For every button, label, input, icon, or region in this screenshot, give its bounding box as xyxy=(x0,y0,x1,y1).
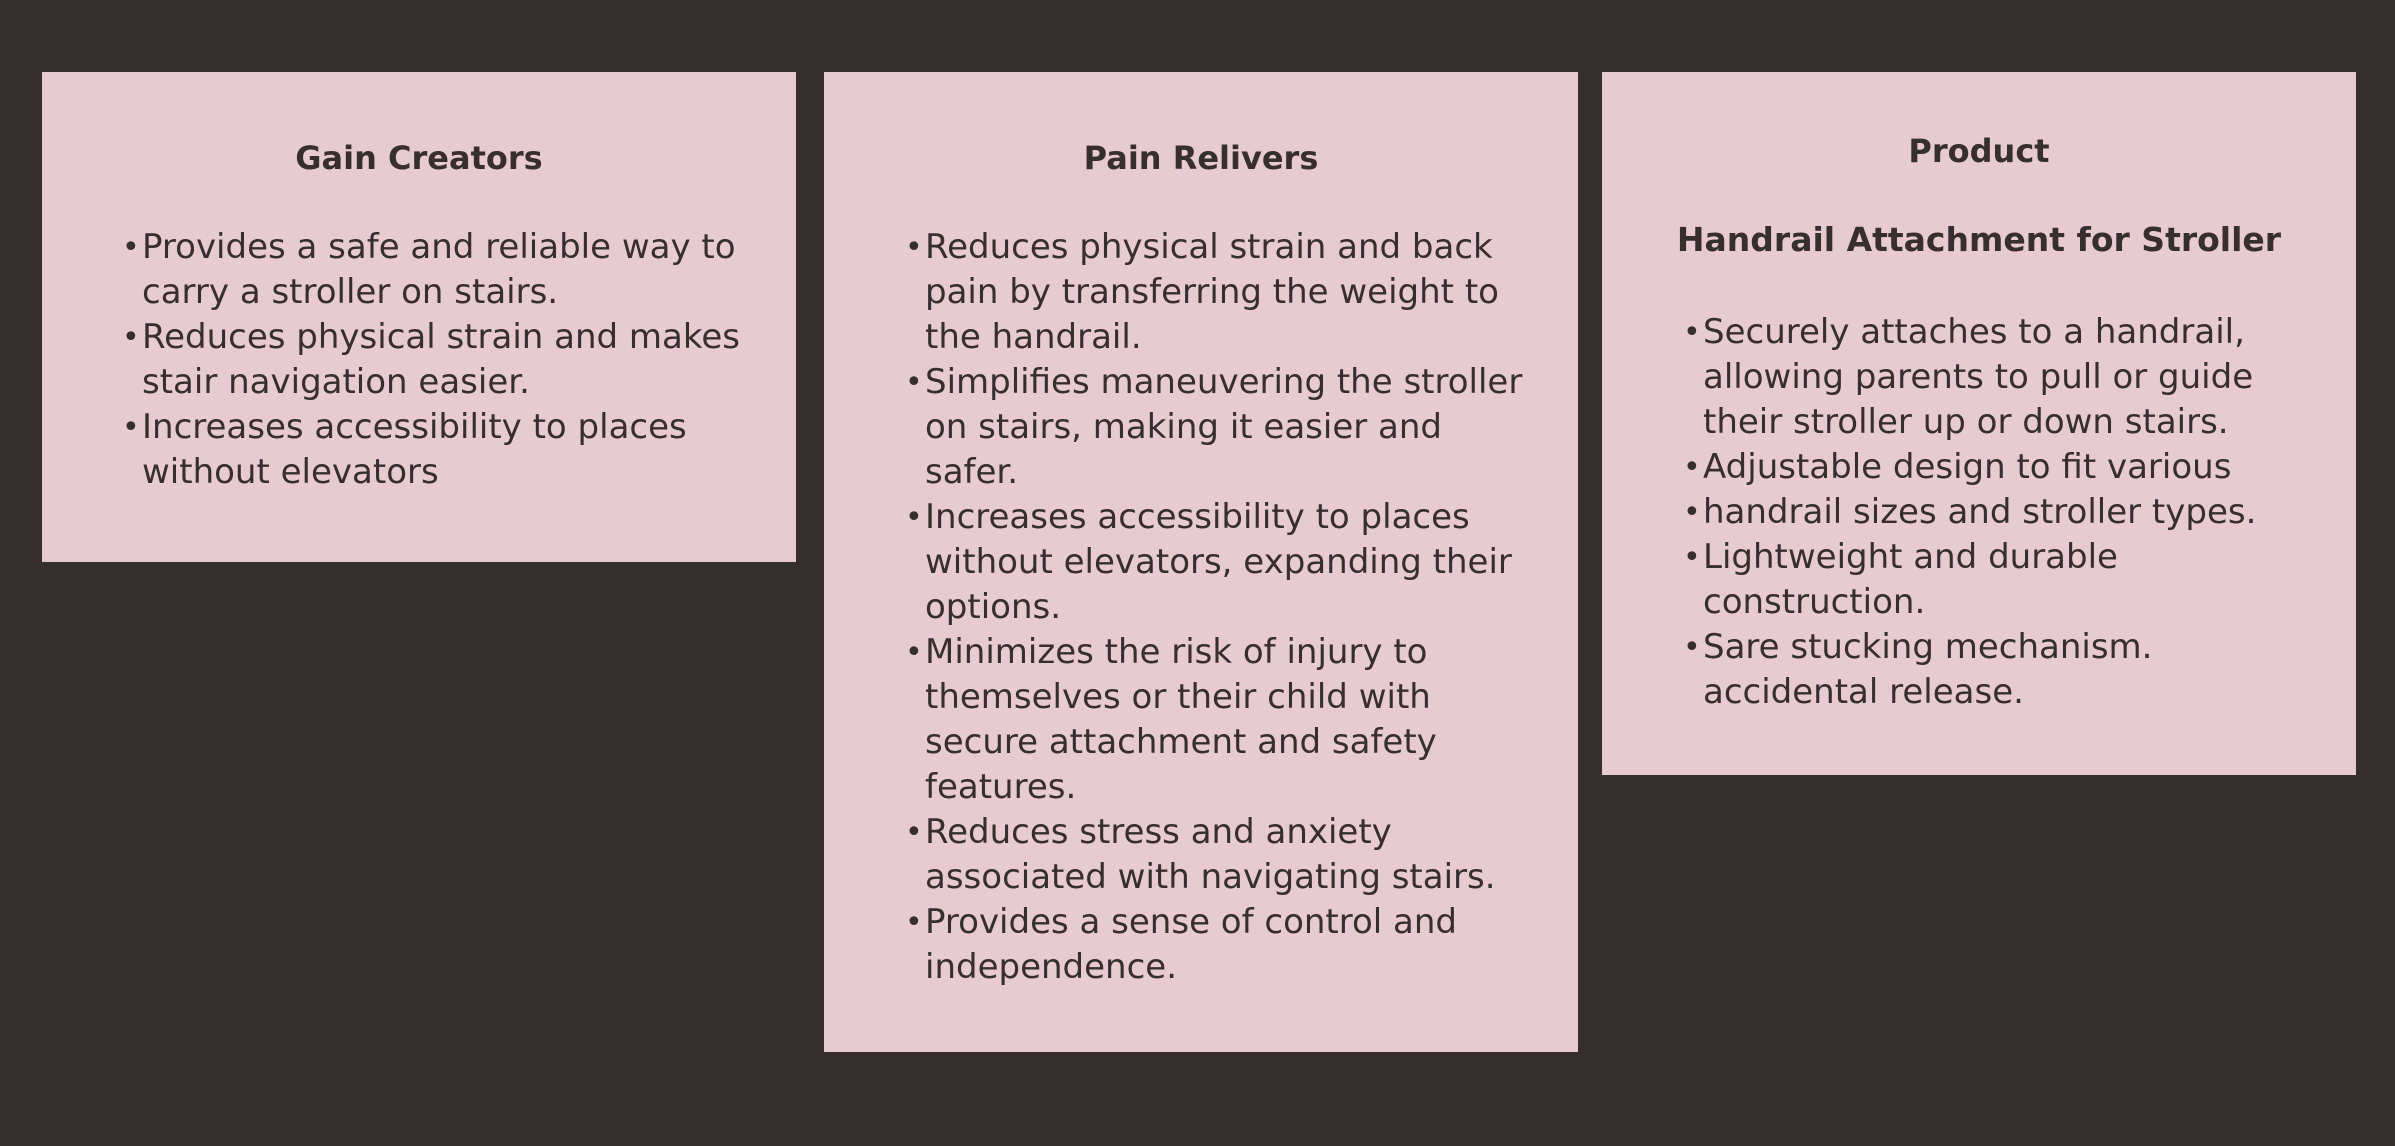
pain-relievers-card xyxy=(824,72,1578,1052)
list-item-text: Reduces physical strain and makes stair navigation easier. xyxy=(142,317,740,402)
list-item-text: Reduces physical strain and back pain by transferring the weight to the handrail. xyxy=(925,227,1499,357)
list-item-text: Adjustable design to fit various xyxy=(1703,447,2232,487)
gain-creators-title: Gain Creators xyxy=(295,139,543,177)
list-item xyxy=(905,225,1535,360)
list-item xyxy=(1683,310,2313,445)
bullet-icon: • xyxy=(1683,315,1701,350)
bullet-icon: • xyxy=(122,410,140,445)
list-item xyxy=(905,495,1535,630)
list-item-text: Simplifies maneuvering the stroller on stairs, making it easier and safer. xyxy=(925,362,1523,492)
list-item-text: Provides a safe and reliable way to carry a stroller on stairs. xyxy=(142,227,736,312)
list-item-text: Increases accessibility to places without elevators xyxy=(142,407,687,492)
list-item-text: handrail sizes and stroller types. xyxy=(1703,492,2257,532)
bullet-icon: • xyxy=(905,815,923,850)
product-list xyxy=(1683,310,2313,715)
list-item xyxy=(905,630,1535,810)
list-item-text: Minimizes the risk of injury to themselves or their child with secure attachment and safety features. xyxy=(925,632,1437,807)
product-card xyxy=(1602,72,2356,775)
list-item xyxy=(1683,535,2313,625)
bullet-icon: • xyxy=(905,905,923,940)
list-item-text: Lightweight and durable construction. xyxy=(1703,537,2118,622)
list-item xyxy=(122,225,742,315)
bullet-icon: • xyxy=(1683,540,1701,575)
list-item xyxy=(1683,490,2313,535)
list-item xyxy=(905,810,1535,900)
bullet-icon: • xyxy=(905,230,923,265)
product-title: Product xyxy=(1908,132,2050,170)
bullet-icon: • xyxy=(1683,630,1701,665)
list-item xyxy=(122,405,742,495)
list-item xyxy=(1683,625,2313,715)
bullet-icon: • xyxy=(905,500,923,535)
bullet-icon: • xyxy=(1683,495,1701,530)
bullet-icon: • xyxy=(122,230,140,265)
list-item xyxy=(905,360,1535,495)
list-item xyxy=(905,900,1535,990)
pain-relievers-list xyxy=(905,225,1535,990)
list-item-text: Securely attaches to a handrail, allowing parents to pull or guide their stroller up or down stairs. xyxy=(1703,312,2254,442)
bullet-icon: • xyxy=(905,365,923,400)
bullet-icon: • xyxy=(1683,450,1701,485)
gain-creators-card xyxy=(42,72,796,562)
list-item xyxy=(122,315,742,405)
product-subtitle: Handrail Attachment for Stroller xyxy=(1676,220,2282,259)
list-item-text: Provides a sense of control and independence. xyxy=(925,902,1457,987)
list-item-text: Increases accessibility to places without elevators, expanding their options. xyxy=(925,497,1512,627)
bullet-icon: • xyxy=(905,635,923,670)
list-item xyxy=(1683,445,2313,490)
list-item-text: Sare stucking mechanism. accidental release. xyxy=(1703,627,2153,712)
bullet-icon: • xyxy=(122,320,140,355)
pain-relievers-title: Pain Relivers xyxy=(1083,139,1319,177)
list-item-text: Reduces stress and anxiety associated with navigating stairs. xyxy=(925,812,1496,897)
gain-creators-list xyxy=(122,225,742,495)
